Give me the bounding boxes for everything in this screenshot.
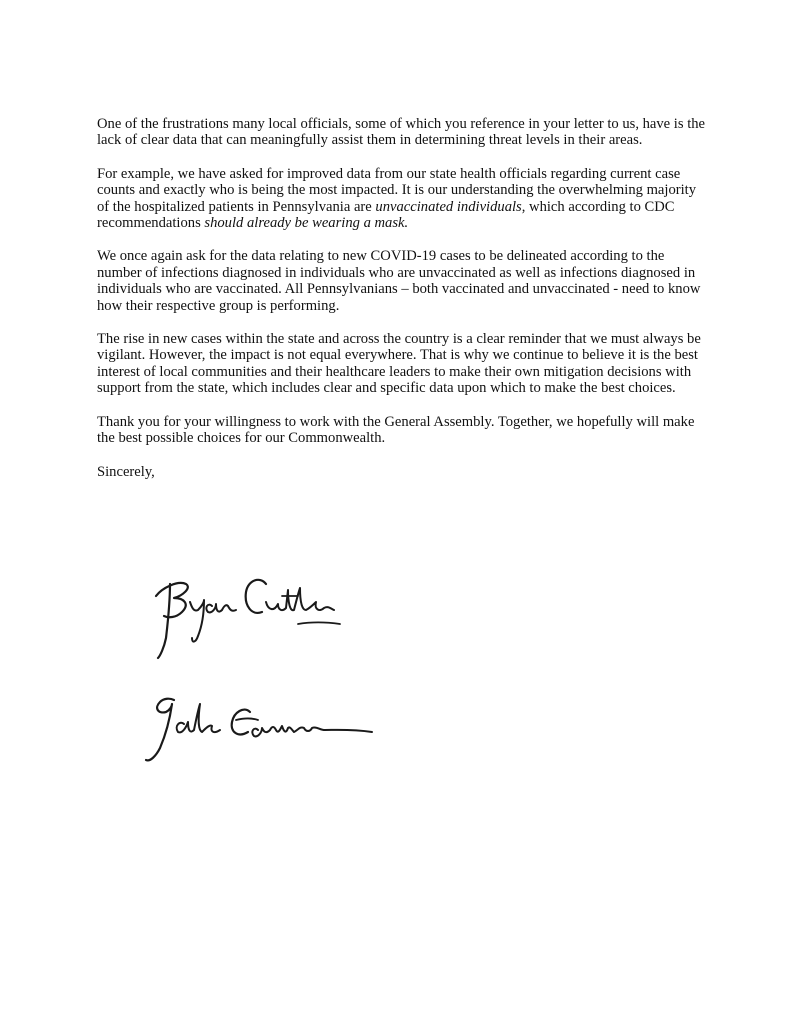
closing: Sincerely,	[97, 463, 155, 480]
paragraph-2-text-b: , which according to CDC recommendations	[97, 198, 675, 232]
paragraph-3	[97, 248, 707, 314]
paragraph-2-text-a: For example, we have asked for improved data from our state health officials regarding current case counts and exactly who is being the most impacted. It is our understanding the overwhelming majority of the hospitalized patients in Pennsylvania are	[97, 165, 697, 215]
signature-1-graphic	[148, 566, 358, 666]
signature-2	[140, 690, 380, 770]
paragraph-4-text: The rise in new cases within the state and across the country is a clear reminder that we must always be vigilant. However, the impact is not equal everywhere. That is why we continue to believe it is the best interest of local communities and their healthcare leaders to make their own mitigation decisions with support from the state, which includes clear and specific data upon which to make the best choices.	[97, 331, 701, 397]
paragraph-4	[97, 331, 707, 397]
paragraph-5	[97, 414, 707, 447]
paragraph-2	[97, 166, 707, 232]
paragraph-1	[97, 116, 707, 149]
paragraph-5-text: Thank you for your willingness to work with the General Assembly. Together, we hopefully will make the best possible choices for our Commonwealth.	[97, 413, 695, 447]
signature-2-graphic	[140, 690, 380, 770]
paragraph-2-emphasis-a: unvaccinated individuals	[375, 198, 522, 215]
signature-1	[148, 566, 358, 666]
paragraph-2-emphasis-b: should already be wearing a mask.	[204, 215, 409, 232]
paragraph-3-text: We once again ask for the data relating to new COVID-19 cases to be delineated according to the number of infections diagnosed in individuals who are unvaccinated as well as infections diagnosed in individuals who are vaccinated. All Pennsylvanians – both vaccinated and unvaccinated - need to know how their respective group is performing.	[97, 248, 701, 314]
paragraph-1-text: One of the frustrations many local officials, some of which you reference in your letter to us, have is the lack of clear data that can meaningfully assist them in determining threat levels in their areas.	[97, 116, 706, 149]
letter-body	[97, 116, 707, 497]
